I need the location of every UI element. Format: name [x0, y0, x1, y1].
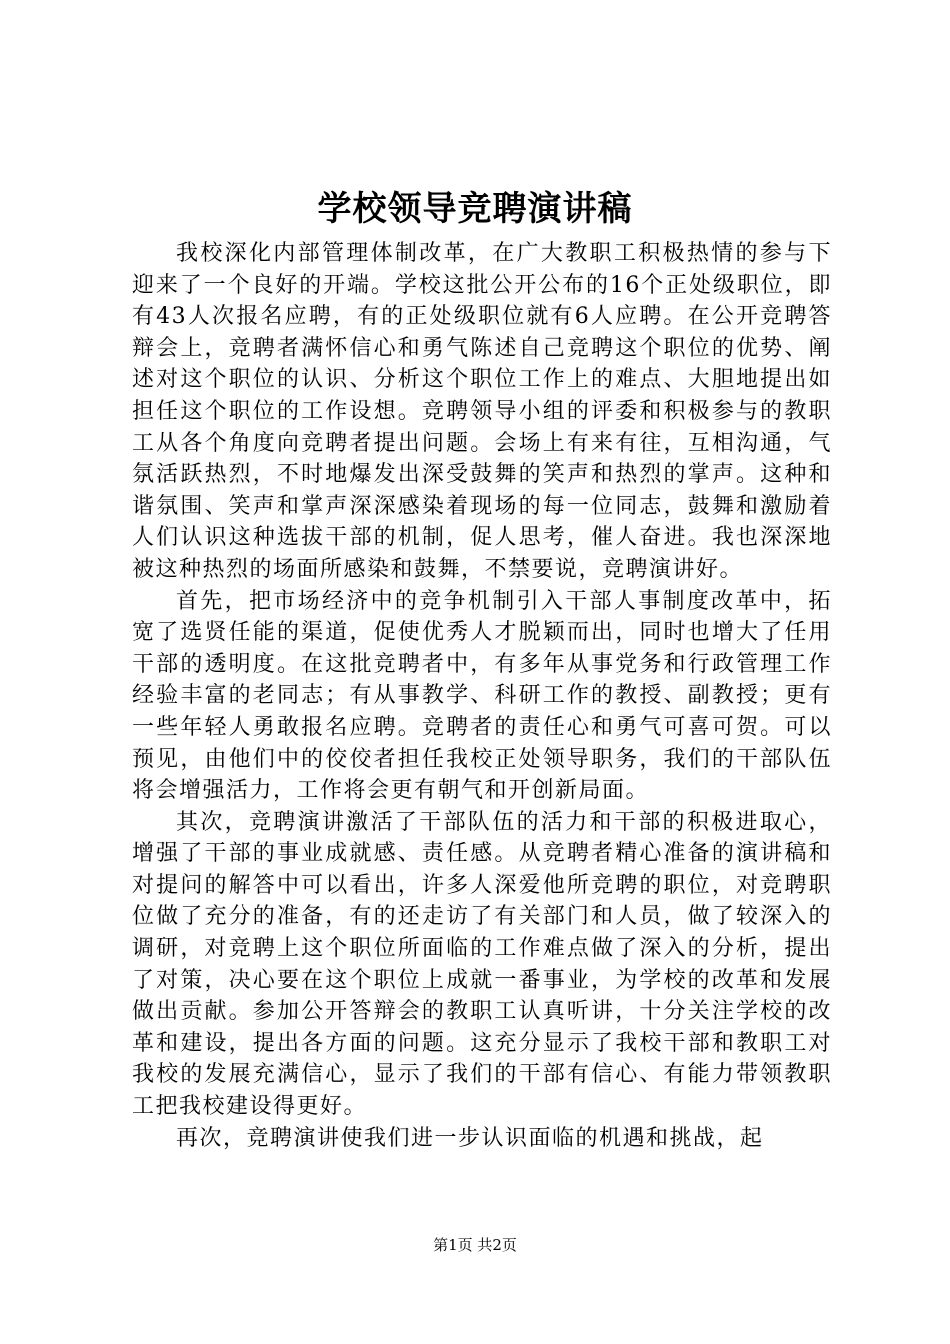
paragraph-1: 我校深化内部管理体制改革，在广大教职工积极热情的参与下迎来了一个良好的开端。学校这批公开公布的16个正处级职位，即有43人次报名应聘，有的正处级职位就有6人应聘。在公开竞聘答辩会上，竞聘者满怀信心和勇气陈述自己竞聘这个职位的优势、阐述对这个职位的认识、分析这个职位工作上的难点、大胆地提出如担任这个职位的工作设想。竞聘领导小组的评委和积极参与的教职工从各个角度向竞聘者提出问题。会场上有来有往，互相沟通，气氛活跃热烈，不时地爆发出深受鼓舞的笑声和热烈的掌声。这种和谐氛围、笑声和掌声深深感染着现场的每一位同志，鼓舞和激励着人们认识这种选拔干部的机制，促人思考，催人奋进。我也深深地被这种热烈的场面所感染和鼓舞，不禁要说，竞聘演讲好。: [132, 241, 832, 582]
paragraph-4: 再次，竞聘演讲使我们进一步认识面临的机遇和挑战，起: [176, 1125, 764, 1151]
document-body: [132, 238, 832, 1154]
paragraph-2: 首先，把市场经济中的竞争机制引入干部人事制度改革中，拓宽了选贤任能的渠道，促使优秀人才脱颖而出，同时也增大了任用干部的透明度。在这批竞聘者中，有多年从事党务和行政管理工作经验丰富的老同志；有从事教学、科研工作的教授、副教授；更有一些年轻人勇敢报名应聘。竞聘者的责任心和勇气可喜可贺。可以预见，由他们中的佼佼者担任我校正处领导职务，我们的干部队伍将会增强活力，工作将会更有朝气和开创新局面。: [132, 588, 832, 804]
page-number-footer: 第1页 共2页: [433, 1236, 517, 1254]
paragraph-3: 其次，竞聘演讲激活了干部队伍的活力和干部的积极进取心，增强了干部的事业成就感、责任感。从竞聘者精心准备的演讲稿和对提问的解答中可以看出，许多人深爱他所竞聘的职位，对竞聘职位做了充分的准备，有的还走访了有关部门和人员，做了较深入的调研，对竞聘上这个职位所面临的工作难点做了深入的分析，提出了对策，决心要在这个职位上成就一番事业，为学校的改革和发展做出贡献。参加公开答辩会的教职工认真听讲，十分关注学校的改革和建设，提出各方面的问题。这充分显示了我校干部和教职工对我校的发展充满信心，显示了我们的干部有信心、有能力带领教职工把我校建设得更好。: [132, 809, 832, 1120]
document-title: 学校领导竞聘演讲稿: [317, 189, 633, 229]
